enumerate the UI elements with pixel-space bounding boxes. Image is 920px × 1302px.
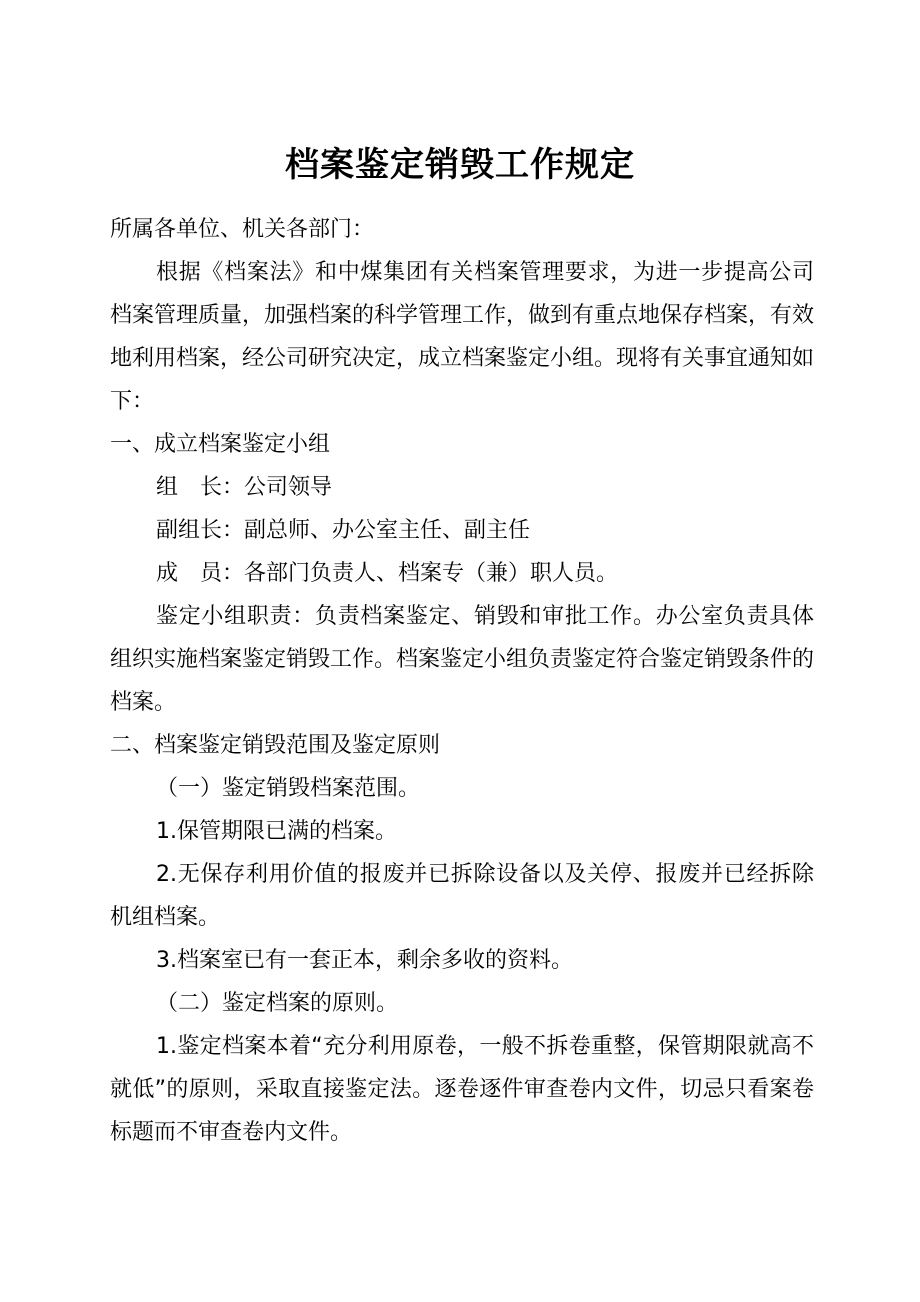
group-leader-line: 组 长：公司领导 [156,475,333,500]
document-body [110,208,814,1154]
members-line: 成 员：各部门负责人、档案专（兼）职人员。 [156,561,619,586]
duties-paragraph: 鉴定小组职责：负责档案鉴定、销毁和审批工作。办公室负责具体组织实施档案鉴定销毁工作。档案鉴定小组负责鉴定符合鉴定销毁条件的档案。 [110,604,815,715]
principle-item-1: 1.鉴定档案本着“充分利用原卷，一般不拆卷重整，保管期限就高不就低”的原则，采取直接鉴定法。逐卷逐件审查卷内文件，切忌只看案卷标题而不审查卷内文件。 [110,1034,814,1145]
document-title: 档案鉴定销毁工作规定 [285,144,635,185]
section-1-heading: 一、成立档案鉴定小组 [110,432,331,457]
section-2-heading: 二、档案鉴定销毁范围及鉴定原则 [110,733,441,758]
scope-heading: （一）鉴定销毁档案范围。 [156,776,421,801]
scope-item-1: 1.保管期限已满的档案。 [156,819,397,844]
salutation: 所属各单位、机关各部门： [110,217,375,242]
principle-heading: （二）鉴定档案的原则。 [156,991,399,1016]
scope-item-2: 2.无保存利用价值的报废并已拆除设备以及关停、报废并已经拆除机组档案。 [110,862,814,930]
intro-paragraph: 根据《档案法》和中煤集团有关档案管理要求，为进一步提高公司档案管理质量，加强档案的科学管理工作，做到有重点地保存档案，有效地利用档案，经公司研究决定，成立档案鉴定小组。现将有关事宜通知如下： [110,260,815,414]
scope-item-3: 3.档案室已有一套正本，剩余多收的资料。 [156,948,573,973]
deputy-leader-line: 副组长：副总师、办公室主任、副主任 [156,518,531,543]
